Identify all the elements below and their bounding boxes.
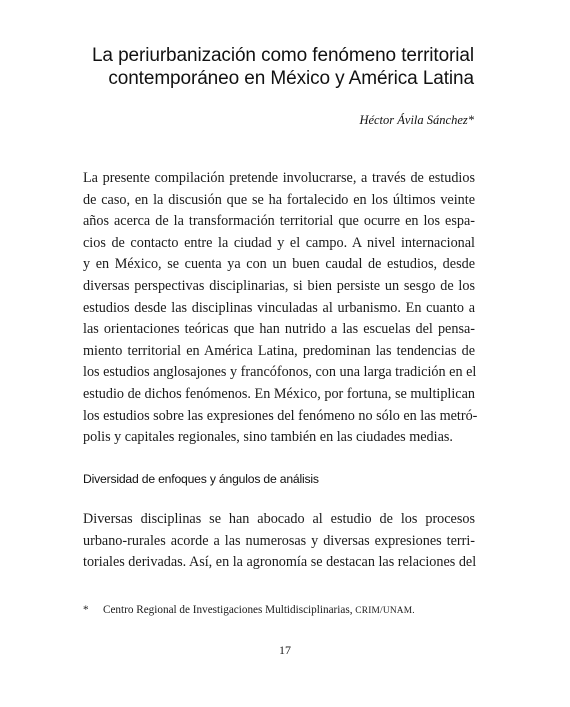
author-name: Héctor Ávila Sánchez* (359, 113, 474, 127)
text-line: los estudios anglosajones y francófonos, con una larga tradición en el (83, 364, 477, 381)
text-line: urbano-rurales acorde a las numerosas y diversas expresiones terri- (83, 532, 475, 549)
text-line: los estudios sobre las expresiones del fenómeno no sólo en las metró- (83, 407, 478, 424)
footnote (83, 604, 415, 616)
section-heading: Diversidad de enfoques y ángulos de análisis (83, 472, 319, 486)
text-line: y en México, se cuenta ya con un buen caudal de estudios, desde (83, 256, 475, 273)
text-line: Diversas disciplinas se han abocado al estudio de los procesos (83, 511, 475, 527)
footnote-text: Centro Regional de Investigaciones Multidisciplinarias, (103, 604, 356, 616)
text-line: polis y capitales regionales, sino también en las ciudades medias. (83, 429, 453, 446)
chapter-title (54, 44, 474, 90)
text-line: toriales derivadas. Así, en la agronomía se destacan las relaciones del (83, 554, 477, 571)
page-number: 17 (279, 643, 291, 657)
text-line: diversas perspectivas disciplinarias, si bien persiste un sesgo de los (83, 277, 475, 294)
text-line: miento territorial en América Latina, predominan las tendencias de (83, 342, 475, 359)
text-line: de caso, en la discusión que se ha fortalecido en los últimos veinte (83, 191, 475, 208)
chapter-title-line-1: La periurbanización como fenómeno territorial (91, 45, 474, 66)
text-line: estudio de dichos fenómenos. En México, por fortuna, se multiplican (83, 385, 475, 402)
text-line: cios de contacto entre la ciudad y el campo. A nivel internacional (83, 234, 475, 251)
body-paragraph-2 (83, 509, 475, 574)
body-paragraph-1 (83, 168, 478, 449)
chapter-title-line-2: contemporáneo en México y América Latina (108, 68, 474, 89)
text-line: las orientaciones teóricas que han nutrido a las escuelas del pensa- (83, 321, 475, 338)
footnote-abbrev: CRIM/UNAM. (355, 606, 415, 616)
footnote-mark: * (83, 604, 89, 616)
text-line: estudios desde las disciplinas vinculadas al urbanismo. En cuanto a (83, 299, 475, 316)
text-line: años acerca de la transformación territorial que ocurre en los espa- (83, 213, 475, 230)
text-line: La presente compilación pretende involucrarse, a través de estudios (83, 170, 475, 186)
